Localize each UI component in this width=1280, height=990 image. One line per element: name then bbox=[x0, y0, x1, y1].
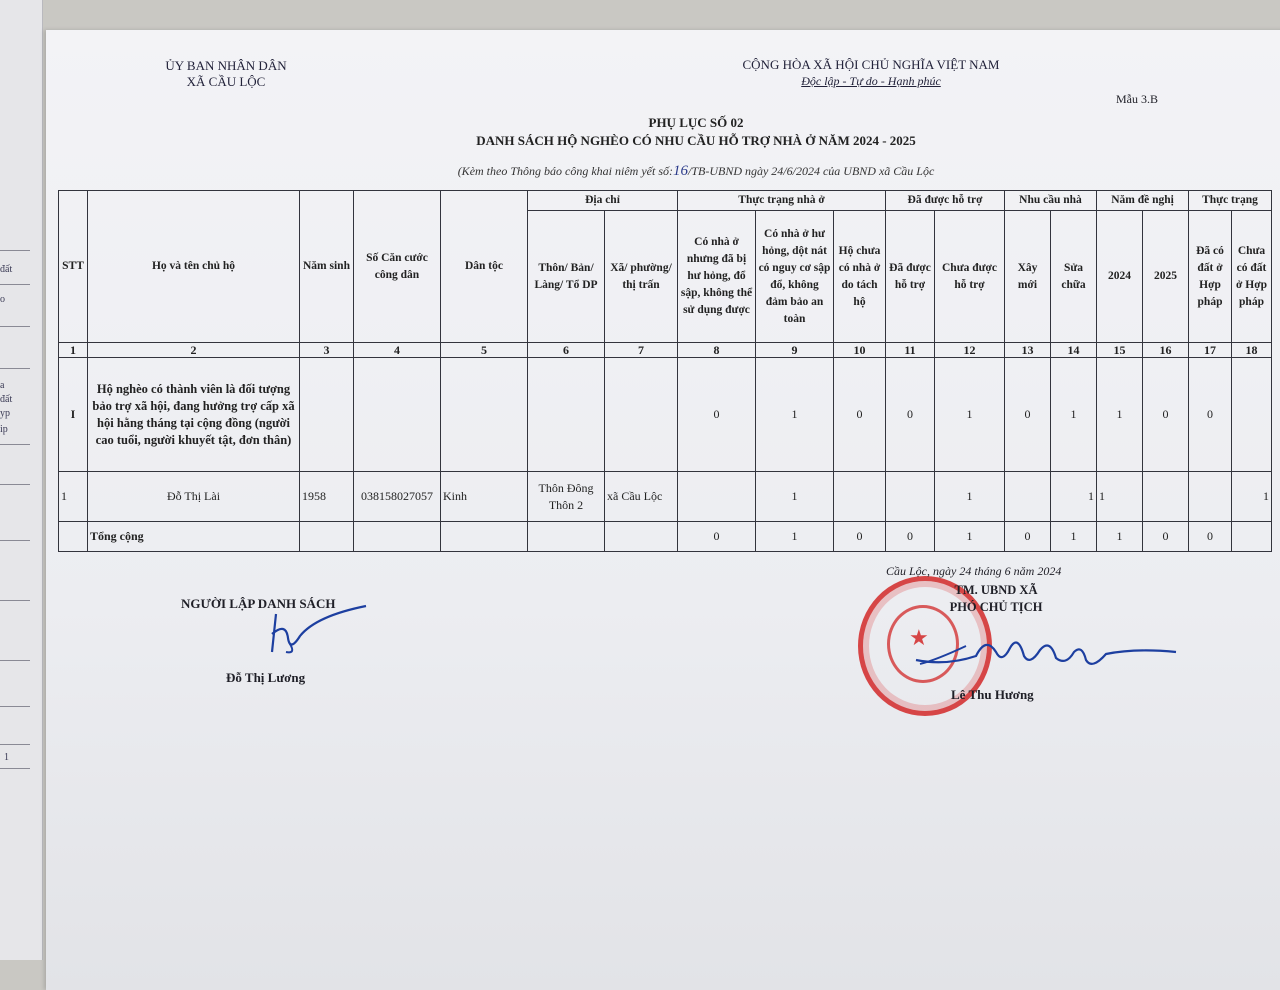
total-value: 1 bbox=[935, 522, 1005, 552]
col-name: Họ và tên chủ hộ bbox=[88, 191, 300, 343]
org-line-2: XÃ CẦU LỘC bbox=[186, 74, 266, 89]
col-15: 2024 bbox=[1097, 211, 1143, 343]
col-18: Chưa có đất ở Hợp pháp bbox=[1232, 211, 1272, 343]
row-col12: 1 bbox=[935, 472, 1005, 522]
group-value: 1 bbox=[756, 358, 834, 472]
form-code: Mẫu 3.B bbox=[1116, 92, 1158, 106]
sheet-fragment: o bbox=[0, 294, 5, 305]
nation-name: CỘNG HÒA XÃ HỘI CHỦ NGHĨA VIỆT NAM bbox=[742, 57, 1000, 72]
total-label: Tổng cộng bbox=[88, 522, 300, 552]
national-motto: Độc lập - Tự do - Hạnh phúc bbox=[801, 74, 941, 88]
col-13: Xây mới bbox=[1005, 211, 1051, 343]
col-village: Thôn/ Bản/ Làng/ Tổ DP bbox=[528, 211, 605, 343]
total-row bbox=[59, 522, 1272, 552]
total-value: 0 bbox=[834, 522, 886, 552]
sheet-fragment: đất bbox=[0, 264, 13, 275]
col-stt: STT bbox=[59, 191, 88, 343]
group-value: 1 bbox=[1051, 358, 1097, 472]
sheet-fragment: ip bbox=[0, 424, 8, 435]
col-id-card: Số Căn cước công dân bbox=[354, 191, 441, 343]
row-commune: xã Cầu Lộc bbox=[605, 472, 678, 522]
total-value: 0 bbox=[886, 522, 935, 552]
col-17: Đã có đất ở Hợp pháp bbox=[1189, 211, 1232, 343]
signer-role-line2: PHÓ CHỦ TỊCH bbox=[949, 600, 1043, 614]
group-value: 0 bbox=[1005, 358, 1051, 472]
preparer-signature bbox=[256, 604, 376, 664]
household-table bbox=[58, 190, 1272, 552]
group-row bbox=[59, 358, 1272, 472]
group-value: 0 bbox=[834, 358, 886, 472]
row-col9: 1 bbox=[756, 472, 834, 522]
document-page bbox=[46, 30, 1280, 990]
preparer-title: NGƯỜI LẬP DANH SÁCH bbox=[181, 596, 336, 611]
document-title bbox=[346, 114, 1046, 150]
total-value: 0 bbox=[1143, 522, 1189, 552]
table-row bbox=[59, 472, 1272, 522]
group-land-status: Thực trạng bbox=[1189, 191, 1272, 211]
official-stamp: ★ bbox=[858, 576, 992, 716]
group-value: 0 bbox=[1189, 358, 1232, 472]
row-name: Đỗ Thị Lài bbox=[88, 472, 300, 522]
official-name: Lê Thu Hương bbox=[951, 687, 1034, 702]
col-11: Đã được hỗ trợ bbox=[886, 211, 935, 343]
row-col18: 1 bbox=[1232, 472, 1272, 522]
sheet-fragment: a bbox=[0, 380, 5, 391]
handwritten-number: 16 bbox=[672, 163, 688, 179]
group-address: Địa chỉ bbox=[528, 191, 678, 211]
group-description: Hộ nghèo có thành viên là đối tượng bảo trợ xã hội, đang hưởng trợ cấp xã hội hằng tháng tại cộng đồng (người cao tuổi, người khuyết tật, đơn thân) bbox=[88, 358, 300, 472]
row-col14: 1 bbox=[1051, 472, 1097, 522]
col-16: 2025 bbox=[1143, 211, 1189, 343]
row-id-card: 038158027057 bbox=[354, 472, 441, 522]
official-signature bbox=[906, 626, 1186, 686]
column-number-row: 1 2 3 4 5 6 7 8 9 10 11 12 13 14 15 16 17 18 bbox=[59, 343, 1272, 358]
col-14: Sửa chữa bbox=[1051, 211, 1097, 343]
total-value: 0 bbox=[1189, 522, 1232, 552]
group-value: 0 bbox=[886, 358, 935, 472]
issuing-authority bbox=[146, 58, 306, 90]
sheet-fragment: đất bbox=[0, 394, 13, 405]
background-sheet bbox=[0, 0, 43, 960]
group-value: 0 bbox=[1143, 358, 1189, 472]
group-housing-status: Thực trạng nhà ở bbox=[678, 191, 886, 211]
total-value: 1 bbox=[1051, 522, 1097, 552]
appendix-label: PHỤ LỤC SỐ 02 bbox=[648, 115, 744, 130]
row-col15: 1 bbox=[1097, 472, 1143, 522]
total-value: 1 bbox=[1097, 522, 1143, 552]
col-8: Có nhà ở nhưng đã bị hư hỏng, đổ sập, không thể sử dụng được bbox=[678, 211, 756, 343]
group-supported: Đã được hỗ trợ bbox=[886, 191, 1005, 211]
col-10: Hộ chưa có nhà ở do tách hộ bbox=[834, 211, 886, 343]
document-subtitle: (Kèm theo Thông báo công khai niêm yết số:16/TB-UBND ngày 24/6/2024 của UBND xã Cầu Lộc bbox=[457, 163, 935, 179]
col-12: Chưa được hỗ trợ bbox=[935, 211, 1005, 343]
group-housing-need: Nhu cầu nhà bbox=[1005, 191, 1097, 211]
row-stt: 1 bbox=[59, 472, 88, 522]
group-value: 0 bbox=[678, 358, 756, 472]
group-value: 1 bbox=[935, 358, 1005, 472]
signing-place-date: Cầu Lộc, ngày 24 tháng 6 năm 2024 bbox=[886, 564, 1062, 578]
col-birth-year: Năm sinh bbox=[300, 191, 354, 343]
col-9: Có nhà ở hư hỏng, dột nát có nguy cơ sập đổ, không đảm bảo an toàn bbox=[756, 211, 834, 343]
signer-role bbox=[916, 582, 1076, 616]
col-commune: Xã/ phường/ thị trấn bbox=[605, 211, 678, 343]
group-value: 1 bbox=[1097, 358, 1143, 472]
preparer-name: Đỗ Thị Lương bbox=[226, 670, 306, 685]
row-village: Thôn Đông Thôn 2 bbox=[528, 472, 605, 522]
sheet-fragment: yp bbox=[0, 408, 10, 419]
row-birth-year: 1958 bbox=[300, 472, 354, 522]
col-ethnicity: Dân tộc bbox=[441, 191, 528, 343]
group-proposed-year: Năm đề nghị bbox=[1097, 191, 1189, 211]
row-ethnicity: Kinh bbox=[441, 472, 528, 522]
total-value: 0 bbox=[1005, 522, 1051, 552]
group-roman: I bbox=[59, 358, 88, 472]
total-value: 1 bbox=[756, 522, 834, 552]
list-title: DANH SÁCH HỘ NGHÈO CÓ NHU CẦU HỖ TRỢ NHÀ Ở NĂM 2024 - 2025 bbox=[476, 133, 916, 148]
org-line-1: ỦY BAN NHÂN DÂN bbox=[165, 58, 287, 73]
total-value: 0 bbox=[678, 522, 756, 552]
signer-role-line1: TM. UBND XÃ bbox=[954, 583, 1038, 597]
national-header bbox=[706, 56, 1036, 90]
sheet-fragment: 1 bbox=[4, 752, 9, 763]
